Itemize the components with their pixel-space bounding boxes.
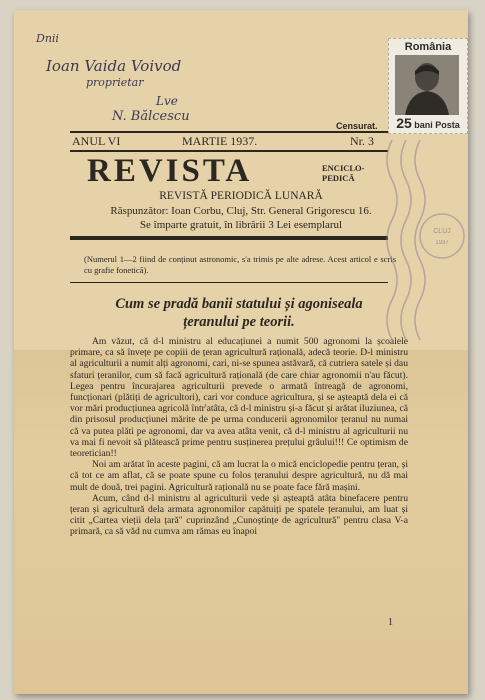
handwritten-title: proprietar (86, 76, 144, 89)
masthead-thick-rule (70, 236, 388, 240)
stamp-value-number: 25 (396, 115, 412, 131)
issue-number: Nr. 3 (350, 134, 374, 148)
newspaper-sheet (14, 10, 468, 694)
masthead-distribution: Se împarte gratuit, în librării 3 Lei esemplarul (139, 219, 343, 231)
header-mid-rule (70, 150, 388, 152)
postmark-city: CLUJ (433, 228, 451, 235)
issue-date: MARTIE 1937. (182, 134, 258, 148)
censored-label: Censurat. (336, 121, 378, 131)
masthead-suffix-2: PEDICĂ (322, 173, 355, 183)
header-top-rule (70, 131, 388, 133)
article-paragraph-2: Noi am arătat în aceste pagini, că am lucrat la o mică enciclopedie pentru țeran, și că tot ce am aflat, că se poate spune cu folos țeranului despre agricultură, nu dă mai mult de două, trei pagini. Agricultură rațională nu se poate face fără mașini. (70, 459, 408, 493)
handwritten-salutation: Dnii (36, 32, 59, 45)
postage-stamp (388, 38, 468, 134)
note-rule (70, 282, 388, 283)
masthead-title: REVISTA (87, 153, 253, 189)
article-headline-line-1: Cum se pradă banii statului și agoniseala (115, 296, 363, 312)
handwritten-recipient: Ioan Vaida Voivod (46, 57, 182, 75)
masthead-editor: Răspunzător: Ioan Corbu, Cluj, Str. General Grigorescu 16. (110, 205, 372, 217)
postmark-year: 1937 (435, 240, 449, 246)
article-paragraph-3: Acum, când d-l ministru al agriculturii vede și așteaptă atâta binefacere pentru țeran și agricultură dela armata agronomilor capătuiți pe spatele țeranului, am luat și citit „Cartea vieții dela țară" cuprinzând „Cunoștințe de agricultură" pentru clasa V-a primară, ca să văd nu cumva am rămas eu înapoi (70, 492, 408, 538)
masthead-suffix-1: ENCICLO- (322, 163, 365, 173)
article-headline-line-2: țeranului pe teorii. (183, 314, 295, 330)
article-headline (74, 295, 404, 331)
editorial-note: (Numerul 1—2 fiind de conținut astronomic, s'a trimis pe alte adrese. Acest articol e scris cu grafie fonetică). (84, 254, 396, 275)
article-body (70, 336, 408, 538)
page-number: 1 (388, 617, 393, 628)
king-portrait-icon (395, 55, 459, 115)
stamp-country: România (404, 41, 452, 53)
stamp-value-unit: bani Posta (414, 120, 460, 130)
handwritten-address: N. Bălcescu (112, 109, 190, 124)
stamp-value (391, 115, 465, 131)
article-paragraph-1: Am văzut, că d-l ministru al educațiunei a numit 500 agronomi la școalele primare, ca să învețe pe copiii de țeran agricultură rațională, adecă teorie. D-l ministru al agriculturii a numit alți agronomi, cari, ni-se spunea astăvară, că cutriera satele și dau sfaturi țeranilor, cum să facă agricultură rațională (de care chiar agronomii n'au făcut). Legea pentru încurajarea agriculturii prevede o armată întreagă de agronomi, funcționari (plătiți de agricultori), cari vor conduce agricultura, și se așteaptă dela ei că vor mări producțiunea agricolă într'atâta, că d-l ministru și-a făcut și arătat iluziunea, că din prisosul producțiunei mărite de pe urma conducerii agronomilor țeranul nu numai că va putea plăti pe agronomi, dar va avea atâta venit, că d-l ministru al agriculturii nu va mai fi nevoit să plătească prime pentru susținerea prețului grâului!!! Ce optimism de teoretician!! (70, 336, 408, 460)
issue-year: ANUL VI (72, 134, 121, 148)
handwritten-location: Lve (156, 94, 178, 108)
masthead-subtitle: REVISTĂ PERIODICĂ LUNARĂ (159, 190, 323, 202)
